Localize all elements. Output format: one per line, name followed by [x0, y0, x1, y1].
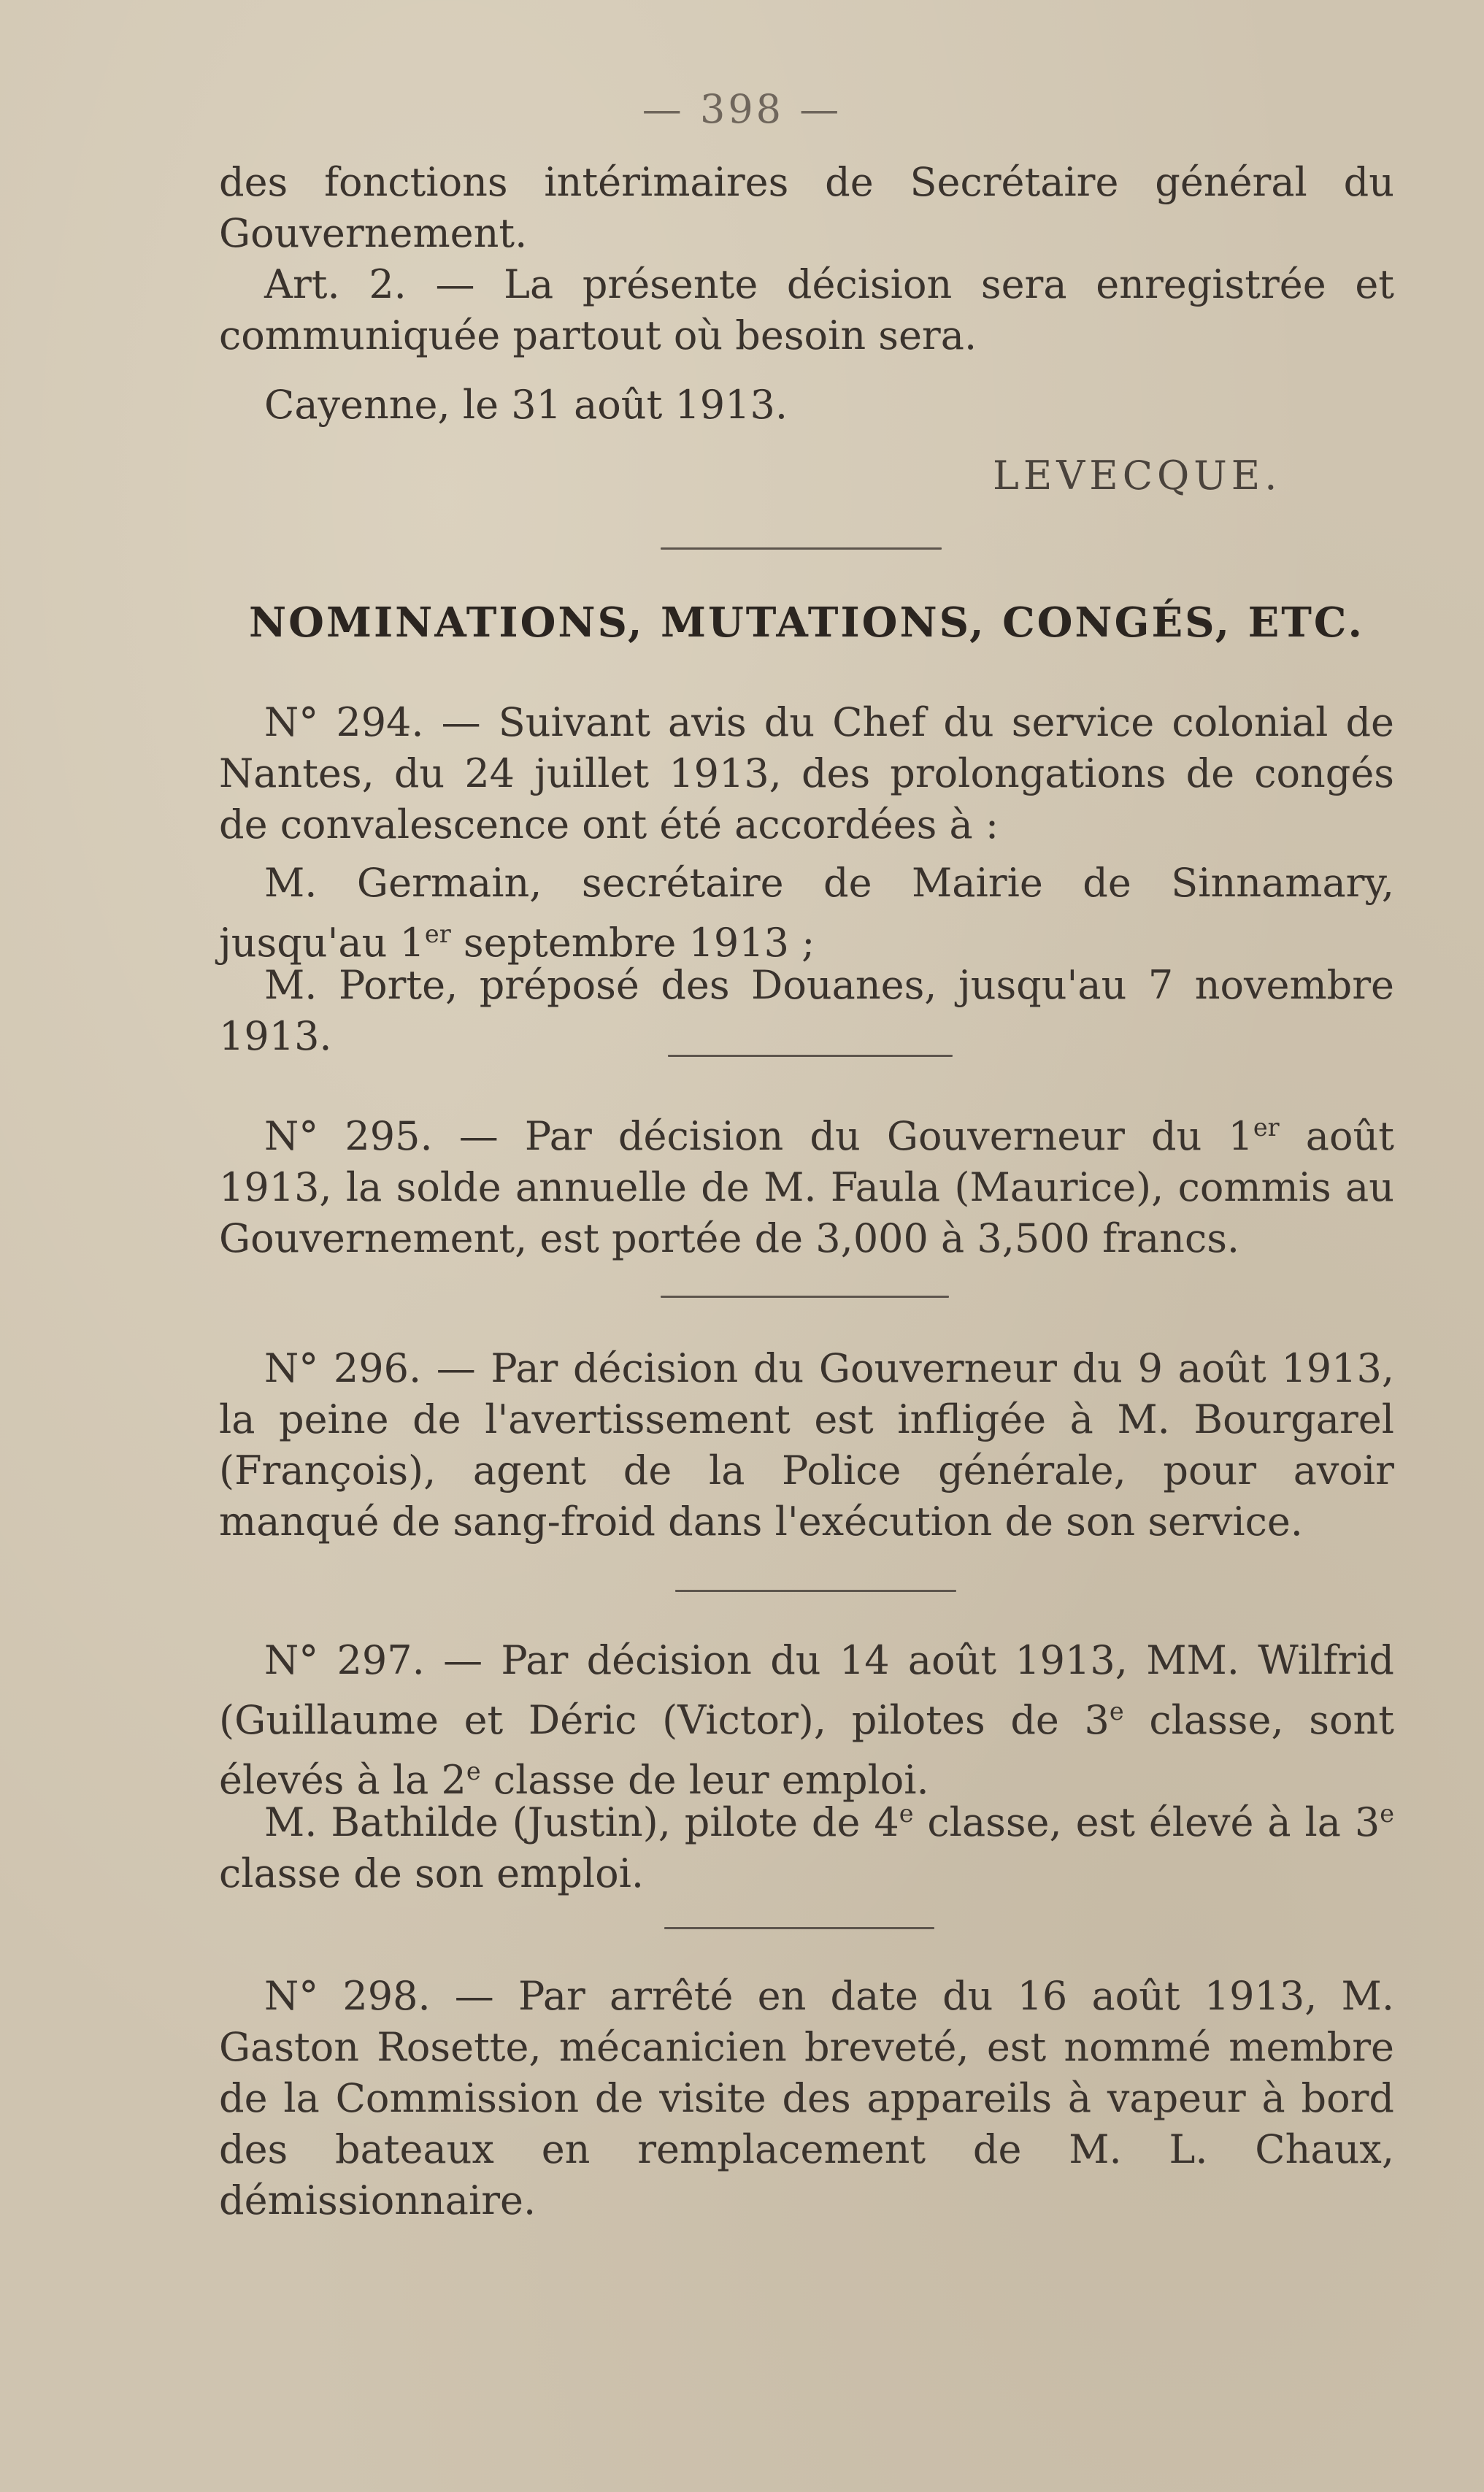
separator-rule — [668, 1055, 953, 1057]
intro-paragraph: des fonctions intérimaires de Secrétaire général du Gouvernement. — [219, 159, 1394, 256]
decision-297: N° 297. — Par décision du 14 août 1913, MM. Wilfrid (Guillaume et Déric (Victor), pilotes de 3e classe, sont élevés à la 2e classe de leur emploi. — [219, 1637, 1394, 1803]
separator-rule — [664, 1927, 934, 1929]
separator-rule — [675, 1590, 956, 1592]
article-2-paragraph: Art. 2. — La présente décision sera enregistrée et communiquée partout où besoin sera. — [219, 261, 1394, 358]
section-title: NOMINATIONS, MUTATIONS, CONGÉS, ETC. — [248, 599, 1364, 647]
decision-294-item-2: M. Porte, préposé des Douanes, jusqu'au 7 novembre 1913. — [219, 962, 1394, 1059]
decision-294: N° 294. — Suivant avis du Chef du service colonial de Nantes, du 24 juillet 1913, des prolongations de congés de convalescence ont été accordées à : — [219, 699, 1394, 847]
decision-296: N° 296. — Par décision du Gouverneur du 9 août 1913, la peine de l'avertissement est infligée à M. Bourgarel (François), agent de la Police générale, pour avoir manqué de sang-froid dans l'exécution de son service. — [219, 1345, 1394, 1545]
page-number: — 398 — — [642, 86, 842, 132]
decision-294-item-1: M. Germain, secrétaire de Mairie de Sinnamary, jusqu'au 1er septembre 1913 ; — [219, 860, 1394, 966]
place-date: Cayenne, le 31 août 1913. — [264, 382, 788, 428]
signature: LEVECQUE. — [993, 453, 1282, 499]
separator-rule — [661, 1296, 949, 1298]
separator-rule — [661, 547, 942, 550]
decision-297-second: M. Bathilde (Justin), pilote de 4e classe, est élevé à la 3e classe de son emploi. — [219, 1799, 1395, 1896]
decision-298: N° 298. — Par arrêté en date du 16 août 1913, M. Gaston Rosette, mécanicien breveté, est nommé membre de la Commission de visite des appareils à vapeur à bord des bateaux en remplacement de M. L. Chaux, démissionnaire. — [219, 1973, 1394, 2223]
decision-295: N° 295. — Par décision du Gouverneur du 1er août 1913, la solde annuelle de M. Faula (Maurice), commis au Gouvernement, est portée de 3,000 à 3,500 francs. — [219, 1113, 1394, 1261]
